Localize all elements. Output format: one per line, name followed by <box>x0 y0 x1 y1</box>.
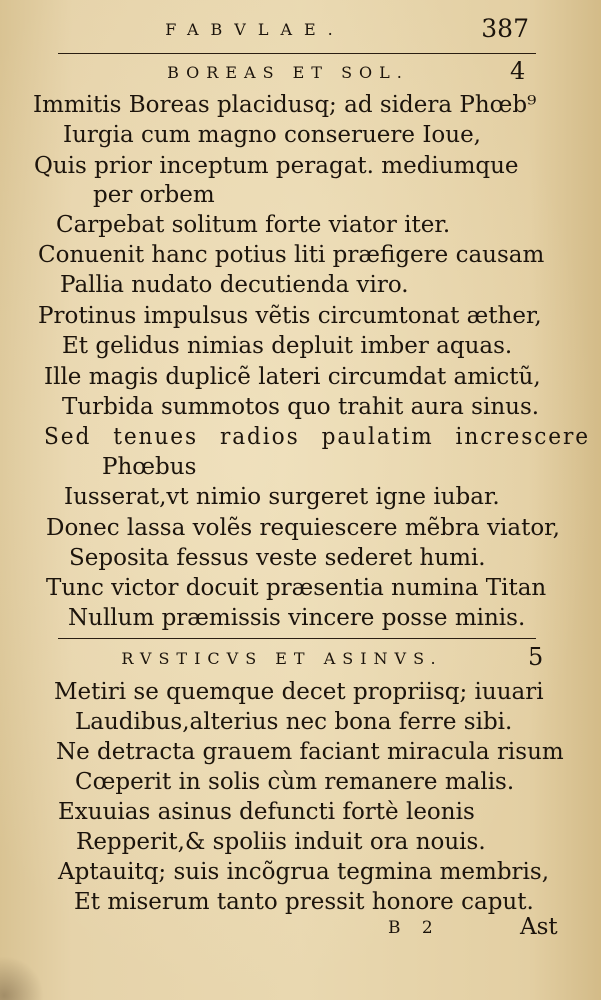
verse-line: Et miserum tanto pressit honore caput. <box>74 889 534 915</box>
verse-line: Donec lassa volẽs requiescere mẽbra viator, <box>46 515 560 541</box>
page-number: 387 <box>481 14 529 43</box>
fable-5-number: 5 <box>528 643 544 671</box>
verse-line: Iurgia cum magno conseruere Ioue, <box>63 122 481 148</box>
verse-line: Carpebat solitum forte viator iter. <box>56 212 451 238</box>
verse-line: Seposita fessus veste sederet humi. <box>69 545 486 571</box>
verse-line: Protinus impulsus vẽtis circumtonat æther, <box>38 303 542 329</box>
verse-line: Immitis Boreas placidusq; ad sidera Phœb⁹ <box>33 92 537 118</box>
fable-4-number: 4 <box>510 57 526 85</box>
verse-line: Pallia nudato decutienda viro. <box>60 272 409 298</box>
verse-line: Et gelidus nimias depluit imber aquas. <box>62 333 513 359</box>
fable-4-title: BOREAS ET SOL. <box>167 63 409 82</box>
verse-line: Phœbus <box>102 454 197 480</box>
verse-line: Sed tenues radios paulatim increscere <box>44 424 590 450</box>
verse-line: Tunc victor docuit præsentia numina Titan <box>46 575 547 601</box>
verse-line: Ne detracta grauem faciant miracula risum <box>56 739 564 765</box>
page-footer <box>0 914 601 948</box>
signature-mark: B 2 <box>388 918 441 938</box>
verse-line: Repperit,& spoliis induit ora nouis. <box>76 829 486 855</box>
verse-line: Quis prior inceptum peragat. mediumque <box>34 153 519 179</box>
verse-line: Metiri se quemque decet propriisq; iuuari <box>54 679 544 705</box>
fable-4-heading <box>0 57 601 90</box>
verse-line: Exuuias asinus defuncti fortè leonis <box>58 799 475 825</box>
verse-line: Aptauitq; suis incõgrua tegmina membris, <box>58 859 550 885</box>
top-rule <box>58 53 536 54</box>
fable-5-heading <box>0 643 601 676</box>
verse-line: Turbida summotos quo trahit aura sinus. <box>62 394 540 420</box>
fable-5-title: RVSTICVS ET ASINVS. <box>121 649 443 668</box>
ink-stain <box>0 956 44 1000</box>
verse-line: Nullum præmissis vincere posse minis. <box>68 605 526 631</box>
verse-line: Cœperit in solis cùm remanere malis. <box>75 769 515 795</box>
verse-line: Laudibus,alterius nec bona ferre sibi. <box>75 709 513 735</box>
verse-line: per orbem <box>93 182 215 208</box>
running-head <box>0 14 601 50</box>
catchword: Ast <box>520 914 558 940</box>
verse-line: Ille magis duplicẽ lateri circumdat amictũ, <box>44 364 541 390</box>
verse-line: Conuenit hanc potius liti præfigere causam <box>38 242 545 268</box>
running-title: FABVLAE. <box>165 20 345 39</box>
verse-line: Iusserat,vt nimio surgeret igne iubar. <box>64 484 500 510</box>
section-rule <box>58 638 536 639</box>
